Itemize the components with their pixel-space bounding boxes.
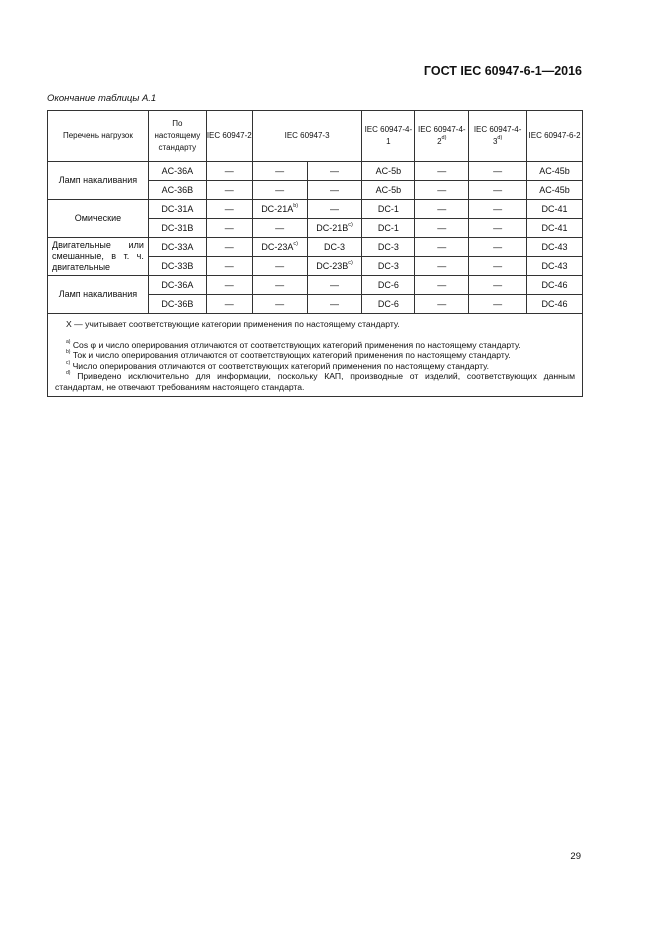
cell-iec-60947-4-2 bbox=[415, 181, 469, 200]
cell-value: DC-41 bbox=[541, 223, 568, 233]
cell-value: — bbox=[493, 299, 503, 309]
cell-value: AC-5b bbox=[375, 166, 402, 176]
cell-own-standard bbox=[148, 200, 206, 219]
cell-iec-60947-3-b bbox=[307, 295, 362, 314]
cell-iec-60947-6-2 bbox=[527, 181, 583, 200]
footnote bbox=[55, 361, 575, 372]
document-id: ГОСТ IEC 60947-6-1—2016 bbox=[423, 64, 582, 78]
cell-value: DC-21A bbox=[261, 204, 294, 214]
notes-row bbox=[48, 314, 583, 397]
table-header-row bbox=[48, 111, 583, 162]
cell-value: DC-46 bbox=[541, 299, 568, 309]
cell-iec-60947-4-2 bbox=[415, 238, 469, 257]
cell-value: — bbox=[493, 242, 503, 252]
cell-own-standard bbox=[148, 238, 206, 257]
cell-value: DC-6 bbox=[377, 299, 399, 309]
cell-iec-60947-3-b bbox=[307, 238, 362, 257]
cell-iec-60947-6-2 bbox=[527, 219, 583, 238]
cell-iec-60947-4-3 bbox=[469, 219, 527, 238]
cell-iec-60947-2 bbox=[206, 238, 252, 257]
header-own-standard: По настоящему стандарту bbox=[148, 111, 206, 162]
cell-iec-60947-2 bbox=[206, 162, 252, 181]
cell-iec-60947-2 bbox=[206, 181, 252, 200]
cell-iec-60947-3-b bbox=[307, 200, 362, 219]
cell-iec-60947-3-a bbox=[252, 219, 307, 238]
footnote-text: Число оперирования отличаются от соответствующих категорий применения по настоящему стандарту. bbox=[72, 360, 489, 371]
cell-load: Ламп накаливания bbox=[48, 276, 149, 314]
cell-value: — bbox=[437, 185, 447, 195]
footnote-mark: a) bbox=[66, 338, 71, 345]
cell-value: — bbox=[493, 185, 503, 195]
cell-value: DC-31B bbox=[161, 223, 194, 233]
cell-value: — bbox=[437, 204, 447, 214]
cell-value: DC-36B bbox=[161, 299, 194, 309]
cell-iec-60947-2 bbox=[206, 295, 252, 314]
cell-value: — bbox=[437, 280, 447, 290]
table-row bbox=[48, 238, 583, 257]
cell-iec-60947-4-3 bbox=[469, 238, 527, 257]
footnote-mark: c) bbox=[293, 241, 298, 247]
cell-iec-60947-6-2 bbox=[527, 257, 583, 276]
cell-value: DC-6 bbox=[377, 280, 399, 290]
cell-value: DC-36A bbox=[161, 280, 194, 290]
cell-value: DC-1 bbox=[377, 223, 399, 233]
cell-iec-60947-4-1 bbox=[362, 219, 415, 238]
cell-value: — bbox=[275, 261, 285, 271]
cell-value: — bbox=[437, 223, 447, 233]
cell-iec-60947-6-2 bbox=[527, 162, 583, 181]
cell-value: — bbox=[330, 299, 339, 309]
cell-load: Двигательные или смешанные, в т. ч. двигательные bbox=[48, 238, 149, 276]
cell-value: — bbox=[224, 204, 234, 214]
cell-value: DC-43 bbox=[541, 261, 568, 271]
table-caption: Окончание таблицы А.1 bbox=[47, 93, 157, 104]
cell-own-standard bbox=[148, 276, 206, 295]
cell-iec-60947-4-2 bbox=[415, 200, 469, 219]
table-row bbox=[48, 200, 583, 219]
footnote-mark: d) bbox=[497, 135, 503, 142]
header-text: IEC 60947-4-2 bbox=[417, 125, 466, 146]
cell-value: DC-46 bbox=[541, 280, 568, 290]
footnote-mark: d) bbox=[66, 370, 71, 377]
footnotes bbox=[55, 340, 575, 393]
table-row bbox=[48, 276, 583, 295]
cell-load: Омические bbox=[48, 200, 149, 238]
cell-value: — bbox=[330, 280, 339, 290]
cell-value: — bbox=[275, 299, 285, 309]
header-iec-60947-2: IEC 60947-2 bbox=[206, 111, 252, 162]
cell-value: AC-45b bbox=[539, 185, 570, 195]
cell-value: — bbox=[224, 299, 234, 309]
cell-value: — bbox=[224, 223, 234, 233]
cell-iec-60947-3-a bbox=[252, 162, 307, 181]
cell-value: — bbox=[330, 204, 339, 214]
cell-iec-60947-2 bbox=[206, 219, 252, 238]
footnote-mark: b) bbox=[66, 349, 71, 356]
cell-iec-60947-2 bbox=[206, 257, 252, 276]
cell-value: — bbox=[224, 280, 234, 290]
cell-value: — bbox=[493, 166, 503, 176]
cell-value: AC-5b bbox=[375, 185, 402, 195]
cell-iec-60947-3-a bbox=[252, 238, 307, 257]
cell-value: — bbox=[330, 185, 339, 195]
cell-own-standard bbox=[148, 295, 206, 314]
footnote-mark: b) bbox=[293, 203, 299, 209]
cell-iec-60947-4-3 bbox=[469, 181, 527, 200]
cell-iec-60947-3-a bbox=[252, 257, 307, 276]
cell-iec-60947-4-2 bbox=[415, 219, 469, 238]
cell-value: — bbox=[437, 166, 447, 176]
cell-value: DC-43 bbox=[541, 242, 568, 252]
header-load: Перечень нагрузок bbox=[48, 111, 149, 162]
cell-value: — bbox=[493, 204, 503, 214]
footnote-mark: d) bbox=[441, 135, 447, 142]
categories-table bbox=[47, 110, 583, 397]
cell-iec-60947-3-b bbox=[307, 162, 362, 181]
cell-iec-60947-3-b bbox=[307, 181, 362, 200]
header-text: IEC 60947-4-3 bbox=[473, 125, 522, 146]
cell-iec-60947-2 bbox=[206, 200, 252, 219]
cell-own-standard bbox=[148, 219, 206, 238]
cell-value: — bbox=[437, 242, 447, 252]
cell-iec-60947-4-1 bbox=[362, 238, 415, 257]
cell-iec-60947-4-3 bbox=[469, 200, 527, 219]
cell-iec-60947-4-2 bbox=[415, 257, 469, 276]
cell-value: — bbox=[437, 261, 447, 271]
cell-iec-60947-4-2 bbox=[415, 162, 469, 181]
cell-value: DC-33A bbox=[161, 242, 194, 252]
cell-value: — bbox=[224, 242, 234, 252]
cell-iec-60947-6-2 bbox=[527, 200, 583, 219]
cell-iec-60947-3-a bbox=[252, 181, 307, 200]
page-number: 29 bbox=[570, 851, 581, 862]
cell-iec-60947-3-a bbox=[252, 276, 307, 295]
cell-iec-60947-4-3 bbox=[469, 257, 527, 276]
cell-iec-60947-3-b bbox=[307, 276, 362, 295]
header-iec-60947-4-1: IEC 60947-4-1 bbox=[362, 111, 415, 162]
cell-value: — bbox=[275, 166, 285, 176]
cell-value: — bbox=[493, 280, 503, 290]
cell-iec-60947-4-1 bbox=[362, 162, 415, 181]
cell-iec-60947-4-3 bbox=[469, 162, 527, 181]
cell-value: — bbox=[224, 261, 234, 271]
footnote bbox=[55, 350, 575, 361]
footnote bbox=[55, 371, 575, 392]
cell-value: AC-45b bbox=[539, 166, 570, 176]
header-iec-60947-6-2: IEC 60947-6-2 bbox=[527, 111, 583, 162]
cell-value: — bbox=[275, 223, 285, 233]
cell-value: — bbox=[224, 166, 234, 176]
header-iec-60947-4-3 bbox=[469, 111, 527, 162]
cell-iec-60947-4-1 bbox=[362, 276, 415, 295]
cell-load: Ламп накаливания bbox=[48, 162, 149, 200]
cell-value: DC-31A bbox=[161, 204, 194, 214]
cell-value: — bbox=[275, 280, 285, 290]
table-row bbox=[48, 162, 583, 181]
cell-value: DC-3 bbox=[377, 242, 399, 252]
cell-iec-60947-4-1 bbox=[362, 200, 415, 219]
cell-value: DC-33B bbox=[161, 261, 194, 271]
cell-value: — bbox=[437, 299, 447, 309]
cell-own-standard bbox=[148, 181, 206, 200]
cell-iec-60947-3-b bbox=[307, 219, 362, 238]
cell-own-standard bbox=[148, 257, 206, 276]
cell-own-standard bbox=[148, 162, 206, 181]
cell-iec-60947-3-b bbox=[307, 257, 362, 276]
footnote-text: Приведено исключительно для информации, поскольку КАП, производные от изделий, соответствующих данным стандартам, не отвечают требованиям настоящего стандарта. bbox=[55, 371, 575, 392]
cell-value: AC-36A bbox=[161, 166, 194, 176]
cell-value: — bbox=[493, 261, 503, 271]
cell-iec-60947-4-2 bbox=[415, 295, 469, 314]
header-iec-60947-3: IEC 60947-3 bbox=[252, 111, 362, 162]
footnote-text: Cos φ и число оперирования отличаются от соответствующих категорий применения по настоящему стандарту. bbox=[72, 339, 521, 350]
cell-value: — bbox=[275, 185, 285, 195]
cell-iec-60947-6-2 bbox=[527, 295, 583, 314]
footnote-text: Ток и число оперирования отличаются от соответствующих категорий применения по настоящему стандарту. bbox=[72, 350, 511, 360]
cell-iec-60947-3-a bbox=[252, 295, 307, 314]
cell-value: DC-41 bbox=[541, 204, 568, 214]
cell-iec-60947-3-a bbox=[252, 200, 307, 219]
cell-iec-60947-4-2 bbox=[415, 276, 469, 295]
cell-value: DC-23B bbox=[316, 261, 349, 271]
cell-value: — bbox=[493, 223, 503, 233]
cell-value: DC-1 bbox=[377, 204, 399, 214]
cell-iec-60947-6-2 bbox=[527, 238, 583, 257]
cell-value: AC-36B bbox=[161, 185, 194, 195]
cell-value: DC-23A bbox=[261, 242, 294, 252]
footnote-mark: c) bbox=[66, 359, 71, 366]
cell-iec-60947-2 bbox=[206, 276, 252, 295]
cell-iec-60947-4-3 bbox=[469, 295, 527, 314]
x-note: X — учитывает соответствующие категории применения по настоящему стандарту. bbox=[66, 319, 400, 329]
cell-iec-60947-4-1 bbox=[362, 181, 415, 200]
cell-iec-60947-4-1 bbox=[362, 295, 415, 314]
cell-value: DC-3 bbox=[324, 242, 346, 252]
cell-value: — bbox=[224, 185, 234, 195]
footnote-mark: c) bbox=[348, 260, 353, 266]
footnote-mark: c) bbox=[348, 222, 353, 228]
cell-iec-60947-6-2 bbox=[527, 276, 583, 295]
footnote bbox=[55, 340, 575, 351]
notes-cell bbox=[48, 314, 583, 397]
cell-iec-60947-4-3 bbox=[469, 276, 527, 295]
cell-value: DC-3 bbox=[377, 261, 399, 271]
cell-value: DC-21B bbox=[316, 223, 349, 233]
header-iec-60947-4-2 bbox=[415, 111, 469, 162]
cell-value: — bbox=[330, 166, 339, 176]
cell-iec-60947-4-1 bbox=[362, 257, 415, 276]
